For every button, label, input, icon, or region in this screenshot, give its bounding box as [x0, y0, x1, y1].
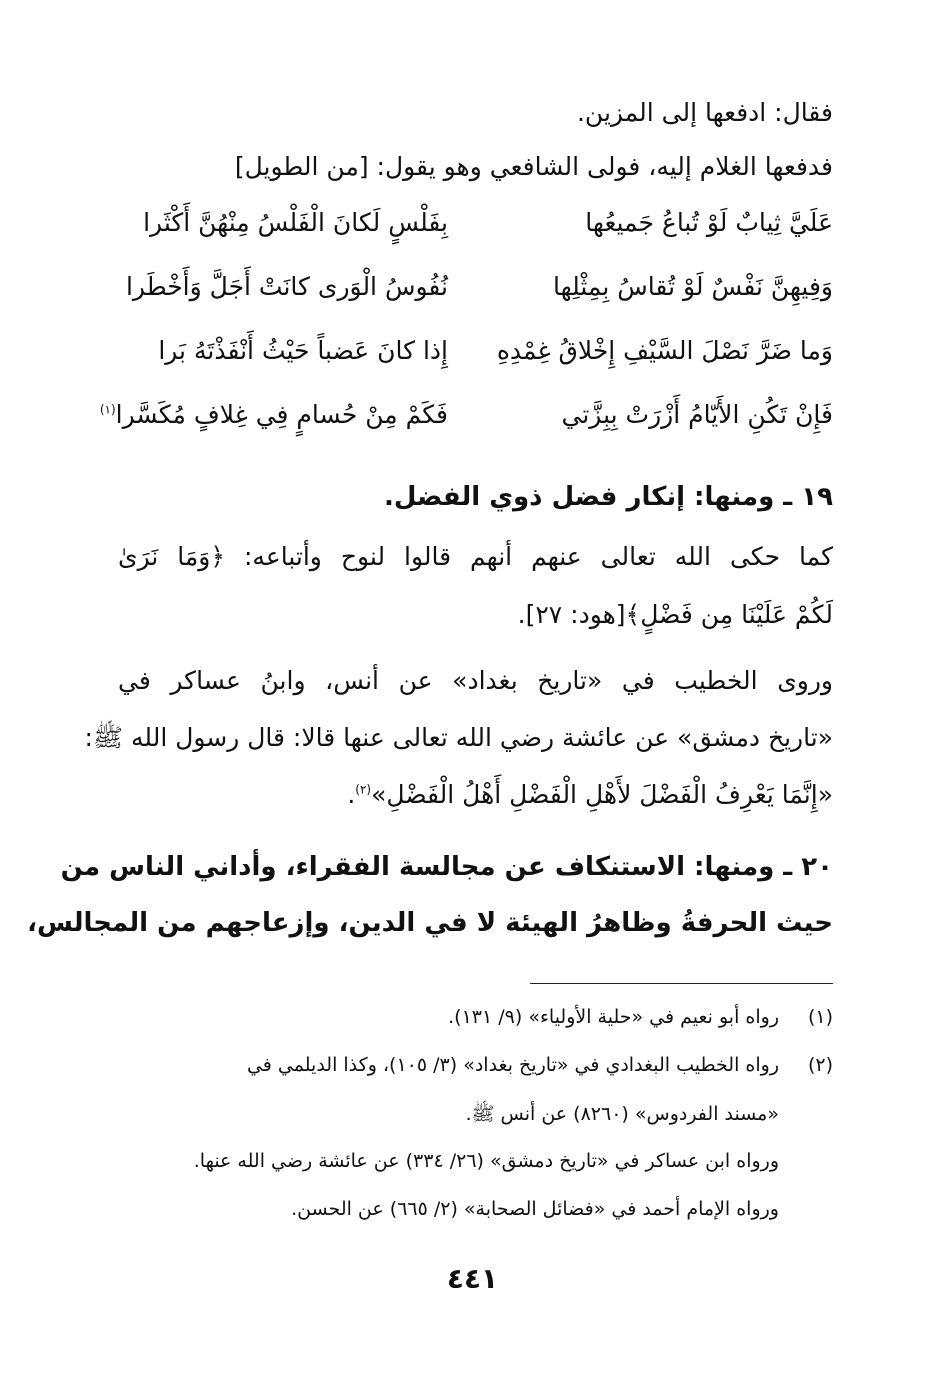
text-line-1: فقال: ادفعها إلى المزين.	[576, 98, 833, 127]
footnote-1-number: (١)	[807, 1006, 833, 1028]
section-20-line-1: ٢٠ ـ ومنها: الاستنكاف عن مجالسة الفقراء، وأداني الناس من	[60, 852, 833, 882]
hadith-end: .	[347, 780, 356, 809]
section-19-heading: ١٩ ـ ومنها: إنكار فضل ذوي الفضل.	[384, 482, 833, 512]
footnote-separator	[530, 983, 833, 984]
verse-3-first-hemistich: وَما ضَرَّ نَصْلَ السَّيْفِ إِخْلاقُ غِمْدِهِ	[496, 336, 833, 365]
verse-3-second-hemistich: إِذا كانَ عَضباً حَيْثُ أَنْفَذْتَهُ بَرا	[158, 336, 448, 365]
footnote-marker-1: (١)	[99, 402, 116, 417]
footnote-2-line-2: «مسند الفردوس» (٨٢٦٠) عن أنس ﷺ.	[465, 1103, 779, 1125]
section-20-line-2: حيث الحرفةُ وظاهرُ الهيئة لا في الدين، وإزعاجهم من المجالس،	[27, 908, 833, 938]
verse-2-first-hemistich: وَفِيهِنَّ نَفْسٌ لَوْ تُقاسُ بِمِثْلِها	[552, 272, 833, 301]
section-19-line-1: كما حكى الله تعالى عنهم أنهم قالوا لنوح وأتباعه: ﴿وَمَا نَرَىٰ	[118, 542, 833, 571]
text-line-2: فدفعها الغلام إليه، فولى الشافعي وهو يقول: [من الطويل]	[234, 152, 833, 181]
footnote-2-line-3: ورواه ابن عساكر في «تاريخ دمشق» (٢٦/ ٣٣٤) عن عائشة رضي الله عنها.	[193, 1150, 779, 1172]
hadith-quote: «إِنَّمَا يَعْرِفُ الْفَضْلَ لأَهْلِ الْفَضْلِ أَهْلُ الْفَضْلِ»	[371, 780, 833, 809]
footnote-2-text-a: رواه الخطيب البغدادي في «تاريخ بغداد» (٣/ ١٠٥)، وكذا الديلمي في	[246, 1054, 779, 1076]
page-number: ٤٤١	[446, 1262, 499, 1295]
footnote-marker-2: (٢)	[355, 782, 372, 797]
verse-4-second-hemistich	[99, 400, 448, 429]
section-19-line-5	[118, 780, 833, 809]
section-19-line-2: لَكُمْ عَلَيْنَا مِن فَضْلٍ﴾[هود: ٢٧].	[517, 600, 833, 629]
footnote-2-number: (٢)	[807, 1054, 833, 1076]
footnote-2	[118, 1054, 833, 1076]
footnote-1-text: رواه أبو نعيم في «حلية الأولياء» (٩/ ١٣١).	[448, 1006, 779, 1028]
verse-4-second-text: فَكَمْ مِنْ حُسامٍ فِي غِلافٍ مُكَسَّرا	[115, 400, 448, 429]
section-19-line-3: وروى الخطيب في «تاريخ بغداد» عن أنس، وابنُ عساكر في	[118, 666, 833, 695]
footnote-1	[118, 1006, 833, 1028]
footnote-2-line-4: ورواه الإمام أحمد في «فضائل الصحابة» (٢/ ٦٦٥) عن الحسن.	[291, 1198, 779, 1220]
verse-2-second-hemistich: نُفُوسُ الْوَرى كانَتْ أَجَلَّ وَأَخْطَرا	[125, 272, 448, 301]
verse-1	[118, 208, 833, 254]
verse-1-first-hemistich: عَلَيَّ ثِيابٌ لَوْ تُباعُ جَميعُها	[585, 208, 833, 237]
verse-4	[99, 400, 833, 446]
verse-2	[118, 272, 833, 318]
verse-4-first-hemistich: فَإِنْ تَكُنِ الأَيّامُ أَزْرَتْ بِبِزَّتي	[561, 400, 833, 429]
section-19-line-4: «تاريخ دمشق» عن عائشة رضي الله تعالى عنها قالا: قال رسول الله ﷺ:	[84, 723, 833, 752]
verse-3	[118, 336, 833, 382]
verse-1-second-hemistich: بِفَلْسٍ لَكانَ الْفَلْسُ مِنْهُنَّ أَكْثَرا	[143, 208, 448, 237]
